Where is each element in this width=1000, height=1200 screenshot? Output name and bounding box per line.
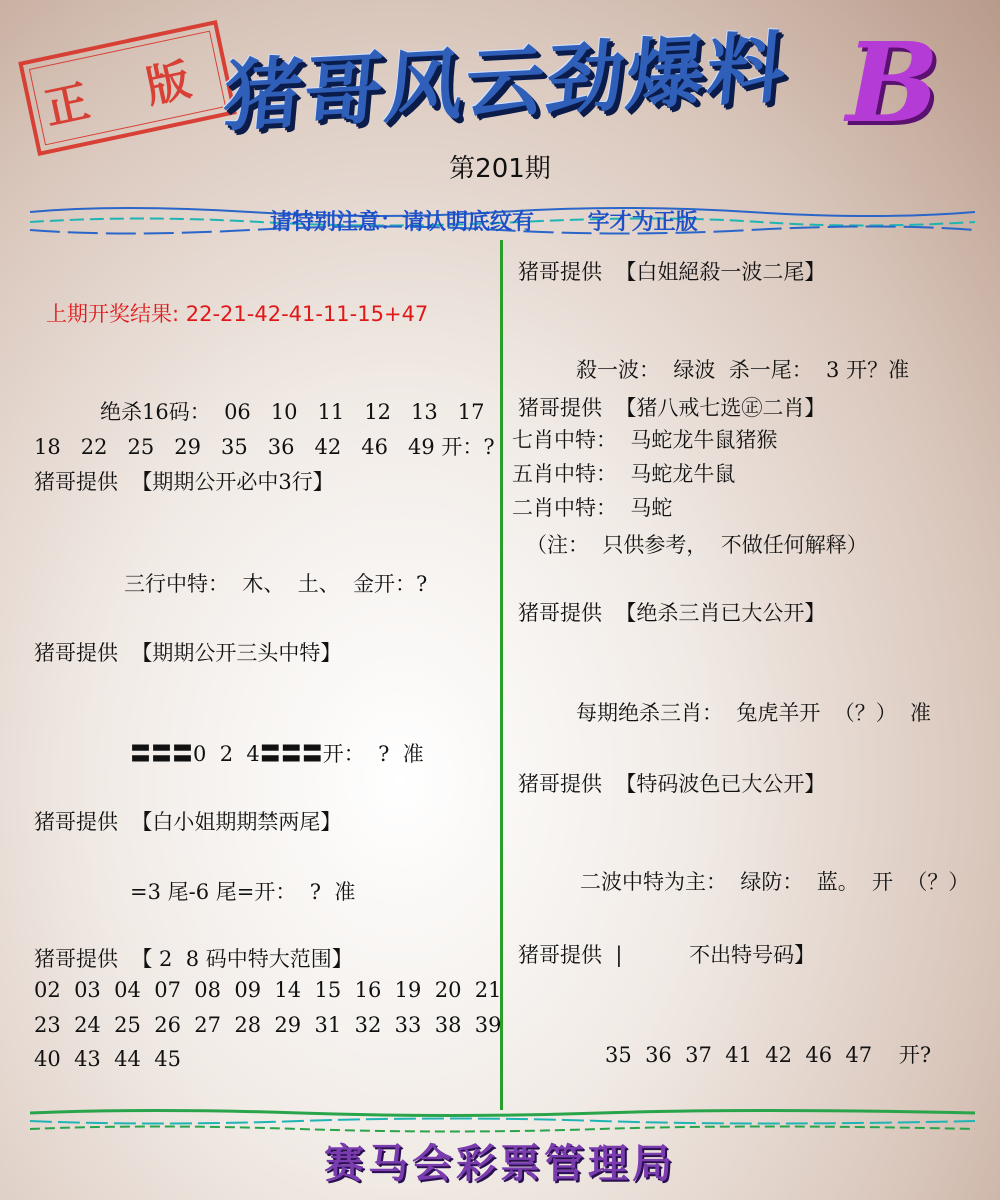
provider-line: 猪哥提供 【期期公开三头中特】 xyxy=(34,641,342,665)
edition-letter: B xyxy=(846,18,939,147)
seven-zodiac: 七肖中特： 马蛇龙牛鼠猪猴 xyxy=(512,428,778,452)
number-row: 40 43 44 45 xyxy=(34,1047,181,1071)
provider-line: 猪哥提供 【 2 8 码中特大范围】 xyxy=(34,947,353,971)
provider-line: 猪哥提供 【特码波色已大公开】 xyxy=(518,772,826,796)
authenticity-notice: 请特别注意：请认明底纹有 字才为正版 xyxy=(270,210,698,235)
provider-line: 猪哥提供 【猪八戒七选㊣二肖】 xyxy=(518,396,826,420)
provider-line: 猪哥提供 | 不出特号码】 xyxy=(518,943,816,967)
disclaimer-note: （注： 只供参考， 不做任何解释） xyxy=(526,533,868,557)
two-zodiac: 二肖中特： 马蛇 xyxy=(512,496,673,520)
stamp-text: 正 版 xyxy=(40,49,217,135)
footer-organization: 赛马会彩票管理局 xyxy=(324,1141,676,1187)
provider-line: 猪哥提供 【绝杀三肖已大公开】 xyxy=(518,601,826,625)
provider-line: 猪哥提供 【白姐絕殺一波二尾】 xyxy=(518,260,826,284)
two-tails: =3 尾-6 尾=开： ? 准 xyxy=(130,880,356,904)
page-title: 猪哥风云劲爆料 xyxy=(219,23,792,143)
five-zodiac: 五肖中特： 马蛇龙牛鼠 xyxy=(512,462,736,486)
three-heads: 〓〓〓0 2 4〓〓〓开： ? 准 xyxy=(130,742,424,766)
number-row: 23 24 25 26 27 28 29 31 32 33 38 39 xyxy=(34,1013,502,1037)
wave-color: 二波中特为主： 绿防： 蓝。 开 （？） xyxy=(580,870,970,894)
last-result: 上期开奖结果: 22-21-42-41-11-15+47 xyxy=(46,302,429,326)
provider-line: 猪哥提供 【白小姐期期禁两尾】 xyxy=(34,810,342,834)
kill16-line1: 绝杀16码： 06 10 11 12 13 17 xyxy=(100,400,485,424)
kill-wave: 殺一波： 绿波 杀一尾： 3 开？准 xyxy=(576,358,910,382)
kill16-line2: 18 22 25 29 35 36 42 46 49 开：? xyxy=(34,435,495,459)
provider-line: 猪哥提供 【期期公开必中3行】 xyxy=(34,470,334,494)
no-special-numbers: 35 36 37 41 42 46 47 开? xyxy=(605,1043,932,1067)
number-row: 02 03 04 07 08 09 14 15 16 19 20 21 xyxy=(34,978,502,1002)
three-elements: 三行中特： 木、 土、 金开：? xyxy=(124,572,428,596)
kill-three-zodiac: 每期绝杀三肖： 兔虎羊开 （？） 准 xyxy=(576,701,932,725)
issue-number: 第201期 xyxy=(449,154,551,184)
